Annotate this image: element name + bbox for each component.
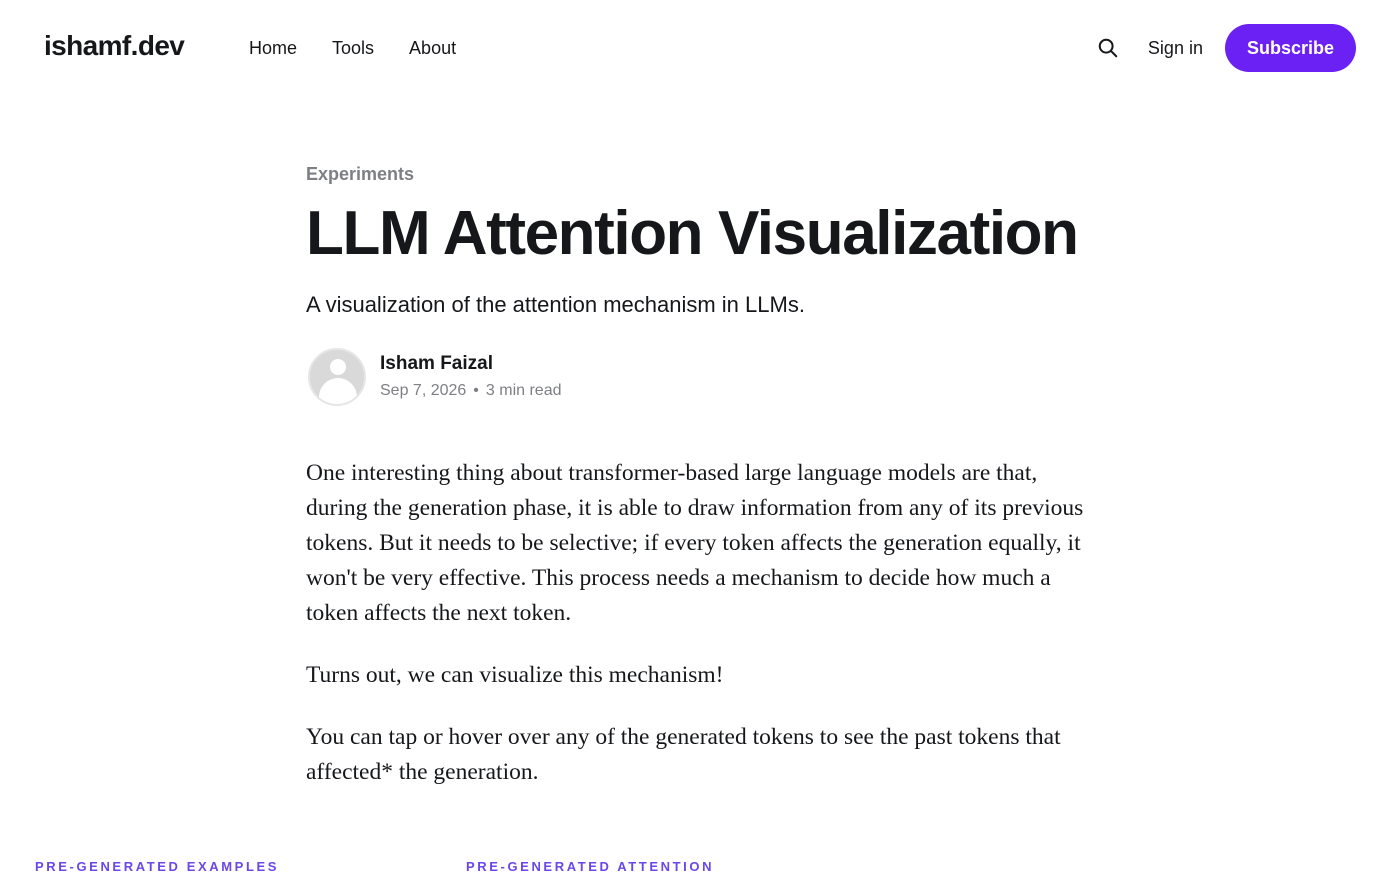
article-excerpt: A visualization of the attention mechanism in LLMs. — [306, 292, 805, 317]
post-meta — [380, 380, 562, 402]
header-actions — [1096, 24, 1356, 72]
article-header — [306, 160, 1096, 406]
paragraph: You can tap or hover over any of the generated tokens to see the past tokens that affected* the generation. — [306, 724, 1061, 785]
section-label-attention: PRE-GENERATED ATTENTION — [466, 859, 715, 874]
avatar-placeholder-head — [330, 359, 346, 375]
paragraph: One interesting thing about transformer-based large language models are that, during the generation phase, it is able to draw information from any of its previous tokens. But it needs to be selective; if every token affects the generation equally, it won't be very effective. This process needs a mechanism to decide how much a token affects the next token. — [306, 460, 1084, 626]
signin-link[interactable]: Sign in — [1147, 38, 1203, 58]
author-avatar[interactable] — [308, 348, 366, 406]
post-date: Sep 7, 2026 — [380, 382, 467, 399]
site-logo[interactable]: ishamf.dev — [44, 30, 185, 61]
paragraph: Turns out, we can visualize this mechanism! — [306, 662, 724, 688]
nav-item-tools[interactable]: Tools — [332, 38, 375, 58]
article-title: LLM Attention Visualization — [306, 199, 1078, 268]
article-tag[interactable]: Experiments — [306, 164, 415, 184]
meta-separator: • — [473, 382, 479, 399]
nav-item-about[interactable]: About — [409, 38, 457, 58]
article-body — [306, 456, 1096, 817]
search-icon — [1097, 37, 1119, 59]
site-header — [0, 0, 1400, 96]
subscribe-button[interactable]: Subscribe — [1225, 24, 1356, 72]
section-label-examples: PRE-GENERATED EXAMPLES — [35, 859, 280, 874]
nav-item-home[interactable]: Home — [249, 38, 298, 58]
byline — [306, 348, 1096, 406]
search-button[interactable] — [1096, 36, 1120, 60]
main-nav — [249, 36, 491, 60]
avatar-placeholder-body — [319, 378, 357, 406]
author-name[interactable]: Isham Faizal — [380, 353, 493, 374]
byline-meta — [380, 352, 562, 402]
read-time: 3 min read — [485, 382, 562, 399]
